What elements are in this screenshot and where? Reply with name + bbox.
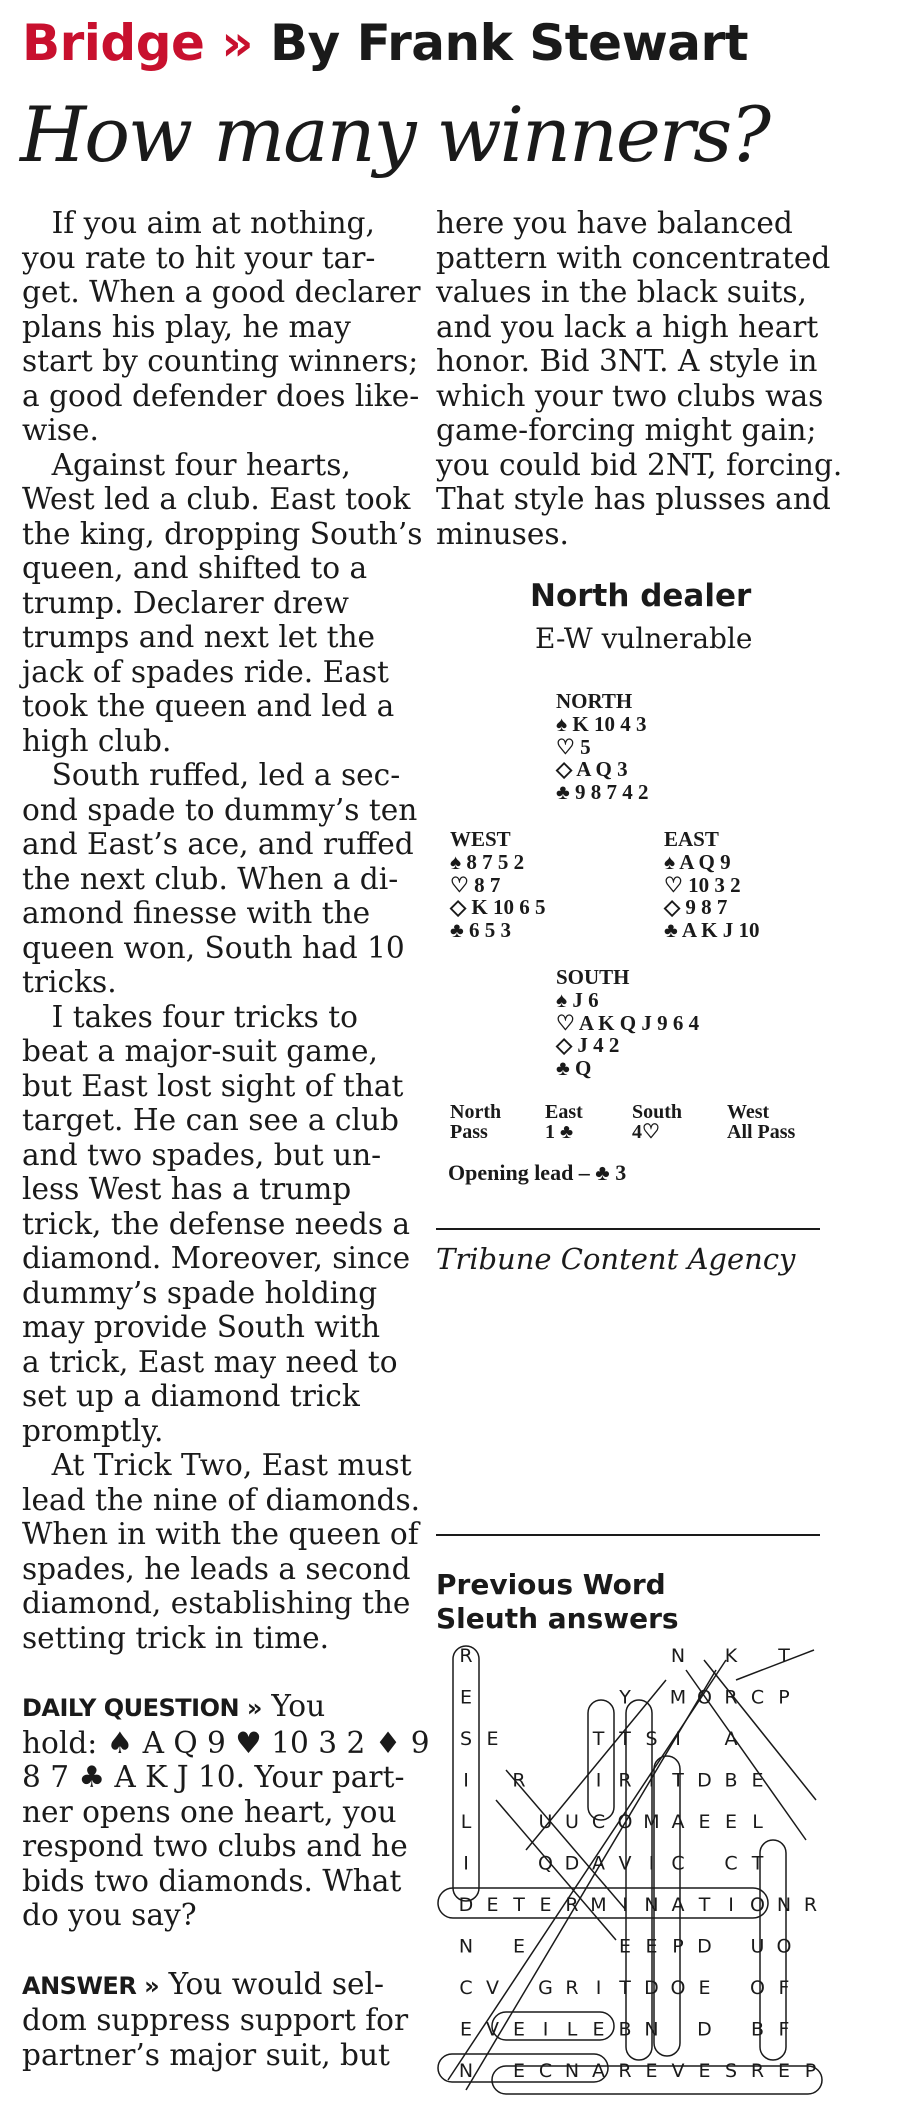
grid-letter: D [564,1852,580,1875]
article-line: jack of spades ride. East [22,654,389,689]
article-line: South ruffed, led a sec- [22,758,401,792]
grid-letter: T [619,1728,631,1750]
grid-letter: A [671,1811,685,1833]
article-line: the next club. When a di- [22,861,399,896]
grid-letter: E [724,1811,738,1833]
answer-line: partner’s major suit, but [22,2037,390,2072]
grid-letter: A [671,1894,685,1916]
grid-letter: C [459,1977,473,1999]
grid-letter: N [458,2060,474,2082]
daily-question-line: ner opens one heart, you [22,1794,397,1829]
article-line: minuses. [436,516,569,551]
article-line: At Trick Two, East must [22,1448,412,1482]
article-line: trick, the defense needs a [22,1206,411,1241]
grid-letter: E [645,2060,658,2082]
article-line: which your two clubs was [436,378,824,413]
daily-question-line: bids two diamonds. What [22,1863,402,1898]
grid-letter: R [512,1769,526,1792]
grid-letter: I [675,1728,681,1750]
grid-letter: P [778,1686,790,1709]
article-line: diamond. Moreover, since [22,1241,411,1275]
article-line: When in with the queen of [22,1517,419,1551]
grid-letter: R [618,2060,632,2082]
opening-lead: Opening lead – ♣ 3 [448,1160,627,1185]
byline: By Frank Stewart [270,14,749,72]
grid-letter: O [776,1935,792,1958]
grid-letter: P [672,1935,684,1958]
grid-letter: D [644,1977,659,1999]
grid-letter: P [804,2060,817,2082]
article-line: amond finesse with the [22,896,371,930]
grid-letter: E [539,1894,552,1916]
article-line: start by counting winners; [22,344,419,378]
grid-letter: I [542,2018,549,2041]
daily-question-line: do you say? [22,1898,197,1932]
grid-letter: V [671,2060,685,2082]
grid-letter: B [618,2018,632,2041]
article-line: ond spade to dummy’s ten [22,792,418,827]
grid-letter: O [750,1894,765,1916]
grid-letter: O [670,1977,686,1999]
grid-letter: C [591,1811,606,1833]
grid-letter: E [512,2060,526,2082]
word-sleuth-title: Previous Word Sleuth answers [436,1568,679,1635]
article-line: may provide South with [22,1310,381,1344]
grid-letter: I [595,1769,602,1792]
grid-letter: R [565,1894,579,1916]
article-line: less West has a trump [22,1172,352,1206]
grid-letter: L [752,1811,763,1833]
answer-label: ANSWER » [22,1971,160,2000]
grid-letter: E [459,1686,473,1709]
article-line: you could bid 2NT, forcing. [436,447,843,482]
credit-line: Tribune Content Agency [436,1242,796,1276]
answer-line: dom suppress support for [22,2003,409,2037]
grid-letter: F [778,1977,790,1999]
article-line: dummy’s spade holding [22,1275,378,1310]
grid-letter: A [724,1728,738,1750]
grid-letter: S [645,1728,658,1750]
grid-letter: E [618,1935,632,1958]
grid-letter: Q [538,1852,553,1875]
grid-letter: G [538,1977,553,1999]
grid-letter: T [751,1852,764,1875]
daily-question-line: 8 7 ♣ A K J 10. Your part- [22,1760,405,1794]
grid-letter: E [698,1811,711,1833]
article-line: a good defender does like- [22,378,420,413]
grid-letter: S [459,1728,473,1750]
grid-letter: Y [619,1686,631,1709]
headline: How many winners? [20,90,769,179]
grid-letter: I [595,1977,602,1999]
grid-letter: I [648,1769,655,1792]
grid-letter: D [697,1769,712,1792]
article-line: high club. [22,723,172,758]
article-line: values in the black suits, [436,275,807,309]
article-line: set up a diamond trick [22,1379,360,1413]
article-line: and East’s ace, and ruffed [22,827,414,861]
article-line: trumps and next let the [22,620,376,654]
grid-letter: T [513,1894,525,1916]
article-line: I takes four tricks to [22,999,358,1034]
bidding-north: North Pass [450,1101,502,1143]
hand-west: WEST ♠ 8 7 5 2 ♡ 8 7 ◇ K 10 6 5 ♣ 6 5 3 [450,827,546,943]
grid-letter: N [644,1894,659,1916]
grid-letter: T [619,1977,631,1999]
grid-letter: K [724,1645,738,1667]
article-line: queen won, South had 10 [22,930,405,965]
grid-letter: T [698,1894,711,1916]
grid-letter: E [486,1728,499,1750]
grid-letter: E [512,1935,526,1958]
grid-letter: N [564,2060,580,2082]
article-line: lead the nine of diamonds. [22,1482,421,1517]
grid-letter: R [750,2060,765,2082]
divider-bottom [436,1534,820,1536]
grid-letter: N [644,2018,659,2041]
article-line: If you aim at nothing, [22,206,375,240]
grid-letter: E [459,2018,473,2041]
grid-letter: I [648,1852,655,1875]
article-line: game-forcing might gain; [436,413,817,447]
grid-letter: E [486,1894,499,1916]
article-line: promptly. [22,1413,164,1448]
daily-question-line: respond two clubs and he [22,1829,408,1863]
grid-letter: V [618,1852,632,1875]
article-line: a trick, East may need to [22,1344,398,1379]
grid-letter: M [669,1686,687,1709]
grid-letter: T [672,1769,684,1792]
article-line: queen, and shifted to a [22,551,368,585]
grid-letter: B [724,1769,738,1792]
article-line: spades, he leads a second [22,1551,411,1586]
grid-letter: U [538,1811,553,1833]
hand-north: NORTH ♠ K 10 4 3 ♡ 5 ◇ A Q 3 ♣ 9 8 7 4 2 [556,689,649,805]
article-line: honor. Bid 3NT. A style in [436,344,818,378]
grid-letter: N [776,1894,792,1916]
grid-letter: R [724,1686,738,1709]
grid-letter: I [463,1852,469,1875]
grid-letter: U [565,1811,579,1833]
grid-letter: C [724,1852,738,1875]
article-line: pattern with concentrated [436,240,831,275]
diagram-vulnerability: E-W vulnerable [535,622,753,655]
grid-letter: E [512,2018,526,2041]
grid-letter: I [463,1769,469,1792]
grid-letter: D [697,2018,712,2041]
grid-letter: C [671,1852,685,1875]
grid-letter: A [592,1852,605,1875]
answer: ANSWER » You would sel- dom suppress support for partner’s major suit, but [22,1966,409,2072]
article-line: but East lost sight of that [22,1068,404,1103]
daily-question: DAILY QUESTION » You hold: ♠ A Q 9 ♥ 10 3 2 ♦ 9 8 7 ♣ A K J 10. Your part- ner opens one heart, you respond two clubs and he bids two diamonds. What do you say? [22,1689,430,1932]
grid-letter: M [590,1894,607,1916]
grid-letter: E [751,1769,764,1792]
grid-letter: T [592,1728,605,1750]
hand-south: SOUTH ♠ J 6 ♡ A K Q J 9 6 4 ◇ J 4 2 ♣ Q [556,965,700,1081]
grid-letter: E [645,1935,658,1958]
article-line: That style has plusses and [436,482,831,516]
grid-letter: I [622,1894,628,1916]
grid-letter: V [486,2018,499,2041]
grid-letter: R [803,1894,818,1916]
grid-letter: D [458,1894,474,1916]
article-line: trump. Declarer drew [22,585,349,620]
article-line: wise. [22,413,99,447]
grid-letter: B [750,2018,765,2041]
hand-east: EAST ♠ A Q 9 ♡ 10 3 2 ◇ 9 8 7 ♣ A K J 10 [664,827,760,943]
article-line: and two spades, but un- [22,1137,382,1172]
grid-letter: O [750,1977,765,1999]
grid-letter: L [566,2018,578,2041]
article-column-1 [22,206,430,2072]
kicker [22,14,748,72]
grid-letter: E [592,2018,605,2041]
article-column-2 [436,206,843,551]
bidding-south: South 4♡ [632,1101,683,1143]
grid-letter: O [697,1686,712,1709]
daily-question-line: hold: ♠ A Q 9 ♥ 10 3 2 ♦ 9 [22,1725,430,1760]
grid-letter: S [724,2060,738,2082]
article-line: took the queen and led a [22,689,395,723]
bidding-east: East 1 ♣ [545,1101,583,1143]
grid-letter: I [728,1894,734,1916]
grid-letter: A [592,2060,605,2082]
grid-letter: F [778,2018,790,2041]
article-line: you rate to hit your tar- [22,240,376,275]
article-line: here you have balanced [436,206,793,240]
daily-question-label: DAILY QUESTION » [22,1694,262,1722]
grid-letter: U [750,1935,765,1958]
grid-letter: R [459,1645,473,1667]
grid-letter: L [460,1811,472,1833]
section-label: Bridge » [22,14,254,72]
article-line: beat a major-suit game, [22,1034,378,1068]
grid-letter: R [565,1977,579,1999]
grid-letter: C [750,1686,765,1709]
answer-outline [626,1700,652,2060]
grid-letter: E [698,2060,711,2082]
grid-letter: N [670,1645,686,1667]
grid-letter: M [643,1811,660,1833]
grid-letter: N [458,1935,474,1958]
grid-letter: E [698,1977,711,1999]
article-line: target. He can see a club [22,1103,399,1137]
grid-letter: T [778,1645,790,1667]
grid-letter: V [486,1977,499,1999]
bidding-west: West All Pass [727,1101,796,1143]
grid-letter: D [697,1935,712,1958]
grid-letter: C [538,2060,553,2082]
article-line: West led a club. East took [22,482,411,516]
grid-letter: E [777,2060,791,2082]
article-line: tricks. [22,965,117,999]
article-line: and you lack a high heart [436,309,819,344]
article-line: diamond, establishing the [22,1586,411,1620]
divider-top [436,1228,820,1230]
article-line: Against four hearts, [22,447,351,482]
article-line: plans his play, he may [22,309,351,344]
grid-letter: R [618,1769,632,1792]
answer-outline [736,1650,814,1680]
article-line: the king, dropping South’s [22,516,423,551]
article-line: setting trick in time. [22,1620,330,1655]
word-sleuth-grid [436,1640,826,2100]
article-line: get. When a good declarer [22,275,421,309]
grid-letter: O [617,1811,633,1833]
diagram-title: North dealer [530,578,752,614]
